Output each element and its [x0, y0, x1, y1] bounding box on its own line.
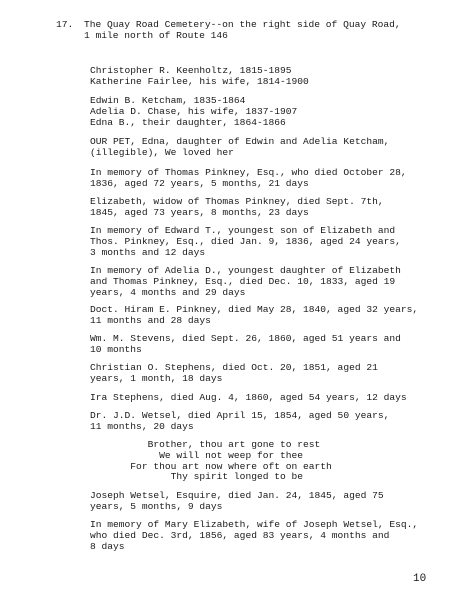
entry-keenholtz: Christopher R. Keenholtz, 1815-1895 Katherine Fairlee, his wife, 1814-1900 [90, 65, 309, 87]
entry-elizabeth-pinkney: Elizabeth, widow of Thomas Pinkney, died Sept. 7th, 1845, aged 73 years, 8 months, 23 days [90, 196, 384, 218]
entry-jd-wetsel: Dr. J.D. Wetsel, died April 15, 1854, aged 50 years, 11 months, 20 days [90, 410, 390, 432]
page-number: 10 [413, 573, 427, 585]
entry-mary-wetsel: In memory of Mary Elizabeth, wife of Joseph Wetsel, Esq., who died Dec. 3rd, 1856, aged 83 years, 4 months and 8 days [90, 519, 419, 552]
entry-adelia-pinkney: In memory of Adelia D., youngest daughter of Elizabeth and Thomas Pinkney, Esq., died Dec. 10, 1833, aged 19 years, 4 months and 29 days [90, 265, 401, 298]
entry-ketcham-family: Edwin B. Ketcham, 1835-1864 Adelia D. Chase, his wife, 1837-1907 Edna B., their daughter, 1864-1866 [90, 95, 298, 128]
epitaph-verse: Brother, thou art gone to rest We will not weep for thee For thou art now where oft on earth Thy spirit longed to be [130, 439, 332, 483]
entry-joseph-wetsel: Joseph Wetsel, Esquire, died Jan. 24, 1845, aged 75 years, 5 months, 9 days [90, 490, 384, 512]
entry-thomas-pinkney: In memory of Thomas Pinkney, Esq., who died October 28, 1836, aged 72 years, 5 months, 21 days [90, 167, 407, 189]
entry-wm-stevens: Wm. M. Stevens, died Sept. 26, 1860, aged 51 years and 10 months [90, 333, 401, 355]
entry-hiram-pinkney: Doct. Hiram E. Pinkney, died May 28, 1840, aged 32 years, 11 months and 28 days [90, 304, 419, 326]
entry-christian-stephens: Christian O. Stephens, died Oct. 20, 1851, aged 21 years, 1 month, 18 days [90, 362, 378, 384]
section-title: The Quay Road Cemetery--on the right side of Quay Road, 1 mile north of Route 146 [84, 19, 401, 41]
entry-edward-pinkney: In memory of Edward T., youngest son of Elizabeth and Thos. Pinkney, Esq., died Jan. 9, 1836, aged 24 years, 3 months and 12 days [90, 225, 401, 258]
section-heading [56, 19, 401, 63]
entry-ira-stephens: Ira Stephens, died Aug. 4, 1860, aged 54 years, 12 days [90, 392, 407, 403]
section-number: 17. [56, 19, 74, 30]
entry-edna-ketcham: OUR PET, Edna, daughter of Edwin and Adelia Ketcham, (illegible), We loved her [90, 136, 390, 158]
